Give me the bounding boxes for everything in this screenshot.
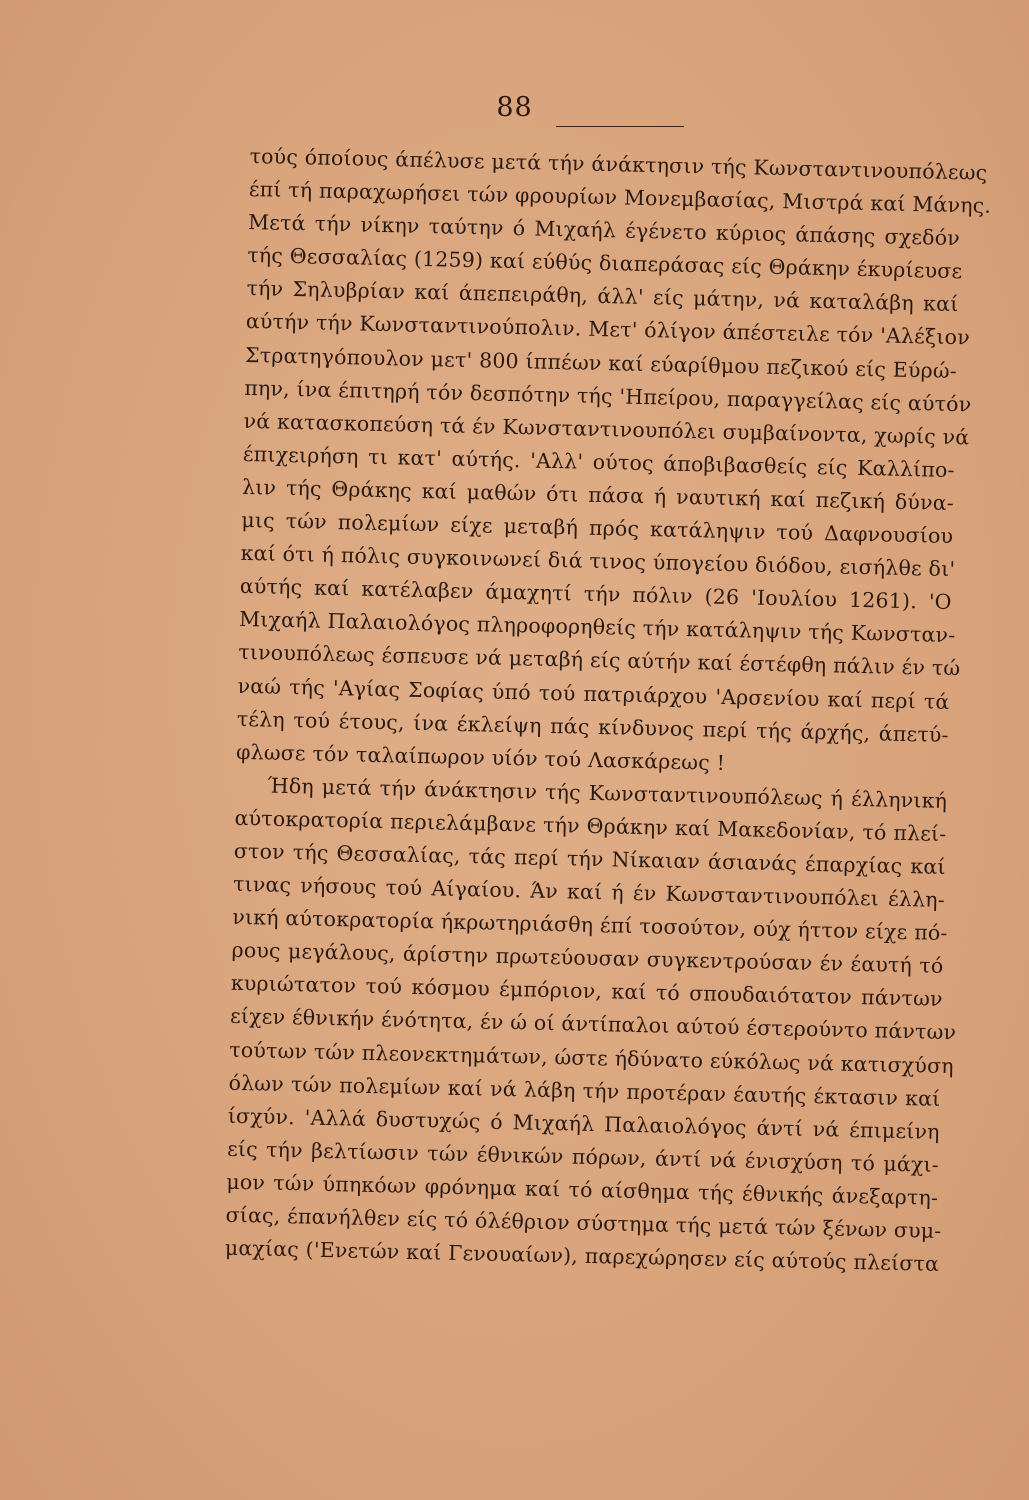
text-line: αύτής καί κατέλαβεν άμαχητί τήν πόλιν (26 'Ιουλίου 1261). 'Ο bbox=[239, 574, 952, 615]
text-line: τινας νήσους τού Αίγαίου. Άν καί ή έν Κωνσταντινουπόλει έλλη- bbox=[232, 871, 946, 913]
body-text bbox=[224, 140, 992, 1281]
text-line: μαχίας ('Ενετών καί Γενουαίων), παρεχώρησεν είς αύτούς πλείστα bbox=[224, 1235, 940, 1277]
header-rule bbox=[556, 126, 684, 127]
text-line: αύτήν τήν Κωνσταντινούπολιν. Μετ' όλίγον άπέστειλε τόν 'Αλέξιον bbox=[245, 309, 971, 350]
text-line: μις τών πολεμίων είχε μεταβή πρός κατάληψιν τού Δαφνουσίου bbox=[241, 507, 954, 549]
text-line: κυριώτατον τού κόσμου έμπόριον, καί τό σπουδαιότατον πάντων bbox=[230, 971, 943, 1012]
text-line: τούς όποίους άπέλυσε μετά τήν άνάκτησιν τής Κωνσταντινουπόλεως bbox=[249, 143, 988, 185]
text-line: τούτων τών πλεονεκτημάτων, ώστε ήδύνατο εύκόλως νά κατισχύση bbox=[229, 1037, 955, 1078]
text-line: ρους μεγάλους, άρίστην πρωτεύουσαν συγκεντρούσαν έν έαυτή τό bbox=[231, 938, 944, 979]
text-line: Μετά τήν νίκην ταύτην ό Μιχαήλ έγένετο κύριος άπάσης σχεδόν bbox=[247, 210, 961, 251]
text-line: νά κατασκοπεύση τά έν Κωνσταντινουπόλει συμβαίνοντα, χωρίς νά bbox=[243, 408, 970, 450]
paragraph-start-line: Ήδη μετά τήν άνάκτησιν τής Κωνσταντινουπόλεως ή έλληνική bbox=[267, 773, 948, 813]
text-line: τήν Σηλυβρίαν καί άπεπειράθη, άλλ' είς μάτην, νά καταλάβη καί bbox=[246, 276, 959, 317]
text-line: αύτοκρατορία περιελάμβανε τήν Θράκην καί Μακεδονίαν, τό πλεί- bbox=[234, 805, 947, 846]
text-line: τής Θεσσαλίας (1259) καί εύθύς διαπεράσας είς Θράκην έκυρίευσε bbox=[247, 243, 963, 284]
text-line: Μιχαήλ Παλαιολόγος πληροφορηθείς τήν κατάληψιν τής Κωνσταν- bbox=[238, 607, 956, 648]
text-line: είχεν έθνικήν ένότητα, έν ώ οί άντίπαλοι αύτού έστερούντο πάντων bbox=[229, 1004, 957, 1045]
text-line: είς τήν βελτίωσιν τών έθνικών πόρων, άντί νά ένισχύση τό μάχι- bbox=[226, 1136, 940, 1177]
text-line: έπιχειρήση τι κατ' αύτής. 'Αλλ' ούτος άποβιβασθείς είς Καλλίπο- bbox=[242, 441, 955, 482]
paragraph-end-line: φλωσε τόν ταλαίπωρον υίόν τού Λασκάρεως ! bbox=[235, 739, 726, 775]
text-line: πην, ίνα έπιτηρή τόν δεσπότην τής 'Ηπείρου, παραγγείλας είς αύτόν bbox=[244, 375, 972, 417]
text-line: σίας, έπανήλθεν είς τό όλέθριον σύστημα τής μετά τών ξένων συμ- bbox=[225, 1202, 942, 1243]
text-line: μον τών ύπηκόων φρόνημα καί τό αίσθημα τής έθνικής άνεξαρτη- bbox=[226, 1169, 939, 1210]
text-line: τινουπόλεως έσπευσε νά μεταβή είς αύτήν καί έστέφθη πάλιν έν τώ bbox=[238, 640, 961, 681]
text-line: ναώ τής 'Αγίας Σοφίας ύπό τού πατριάρχου 'Αρσενίου καί περί τά bbox=[237, 673, 950, 714]
text-line: νική αύτοκρατορία ήκρωτηριάσθη έπί τοσούτον, ούχ ήττον είχε πό- bbox=[232, 904, 948, 946]
text-line: στον τής Θεσσαλίας, τάς περί τήν Νίκαιαν άσιανάς έπαρχίας καί bbox=[233, 838, 946, 879]
page-number: 88 bbox=[496, 92, 533, 123]
text-line: καί ότι ή πόλις συγκοινωνεί διά τινος ύπογείου διόδου, εισήλθε δι' bbox=[240, 541, 956, 582]
text-line: έπί τή παραχωρήσει τών φρουρίων Μονεμβασίας, Μιστρά καί Μάνης. bbox=[248, 177, 992, 218]
text-line: λιν τής Θράκης καί μαθών ότι πάσα ή ναυτική καί πεζική δύνα- bbox=[241, 474, 955, 515]
text-line: τέλη τού έτους, ίνα έκλείψη πάς κίνδυνος περί τής άρχής, άπετύ- bbox=[236, 706, 949, 747]
text-line: όλων τών πολεμίων καί νά λάβη τήν προτέραν έαυτής έκτασιν καί bbox=[228, 1070, 941, 1111]
text-line: Στρατηγόπουλον μετ' 800 ίππέων καί εύαρίθμου πεζικού είς Εύρώ- bbox=[244, 342, 958, 383]
text-line: ίσχύν. 'Αλλά δυστυχώς ό Μιχαήλ Παλαιολόγος άντί νά έπιμείνη bbox=[227, 1103, 940, 1144]
